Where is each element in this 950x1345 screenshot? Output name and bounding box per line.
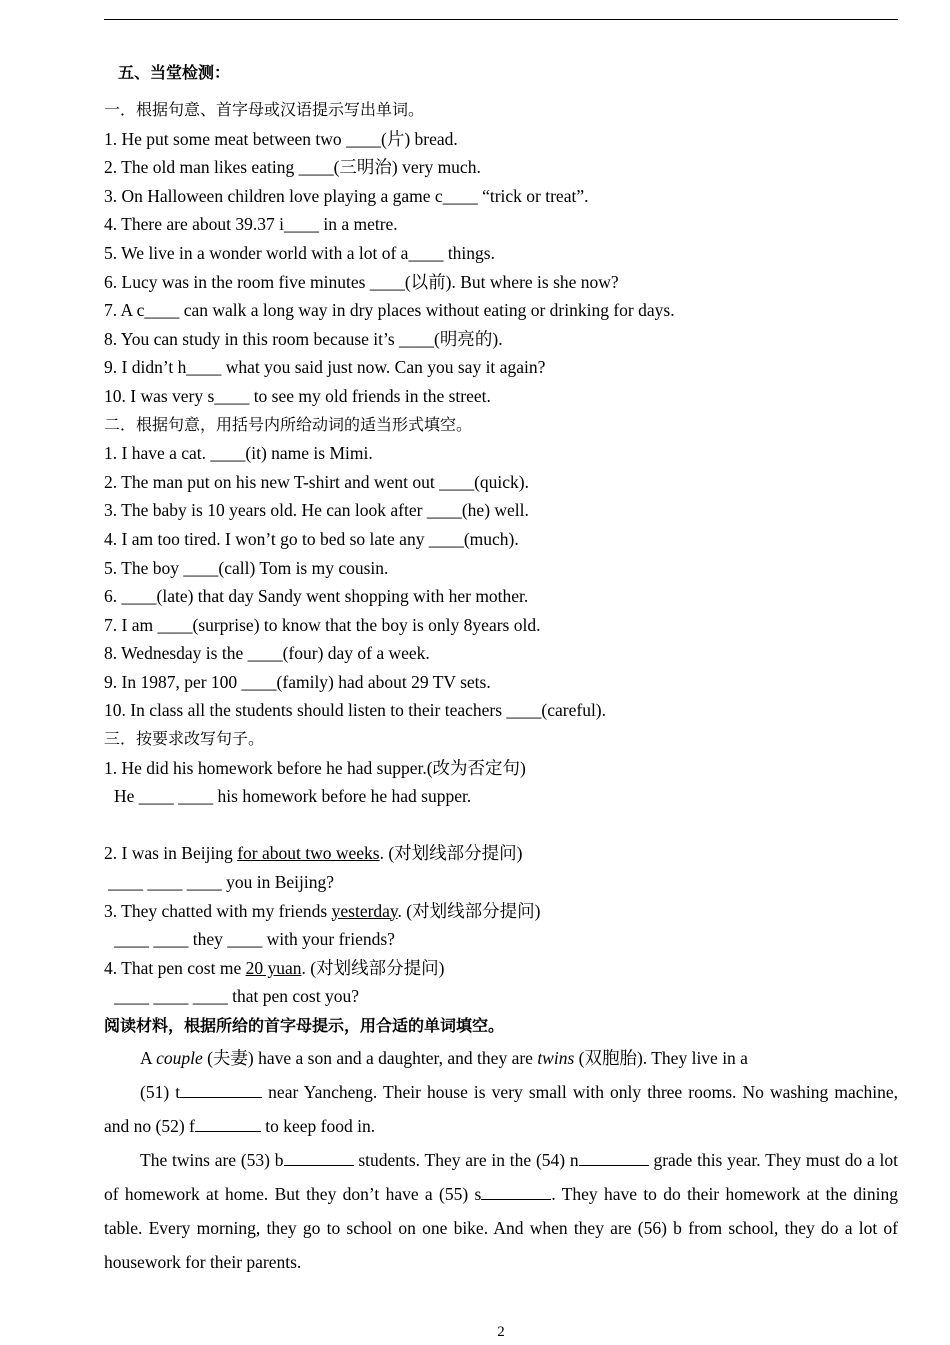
underlined-phrase: yesterday (331, 900, 398, 921)
question-text: 3. They chatted with my friends (104, 900, 332, 921)
text-run: (双胞胎). They live in a (574, 1048, 748, 1068)
part1-item: 8. You can study in this room because it’s ____(明亮的). (104, 328, 503, 349)
section-title: 五、当堂检测： (118, 63, 231, 82)
underlined-phrase: for about two weeks (237, 843, 380, 864)
part2-item: 4. I am too tired. I won’t go to bed so late any ____(much). (104, 528, 519, 549)
part1-item: 5. We live in a wonder world with a lot of a____ things. (104, 242, 495, 263)
rewrite-question (104, 754, 898, 783)
text-run: . They have to do their homework at the dining table. Every morning, they go to school on one bike. And when they are (56) b from school, they do a lot of housework for their parents. (104, 1184, 898, 1272)
part2-item: 2. The man put on his new T-shirt and went out ____(quick). (104, 471, 529, 492)
part2-list (104, 439, 898, 725)
part2-item: 7. I am ____(surprise) to know that the boy is only 8years old. (104, 614, 541, 635)
question-text: 1. He did his homework before he had supper. (104, 757, 427, 778)
text-run: students. They are in the (54) n (353, 1150, 579, 1170)
rewrite-question (104, 954, 898, 983)
rewrite-question (104, 897, 898, 926)
question-text: 4. That pen cost me (104, 957, 246, 978)
paragraph-2 (104, 1143, 898, 1279)
page-number: 2 (497, 1324, 505, 1340)
text-run: grade this year. They must do a lot of homework at home. But they don’t have a (55) s (104, 1150, 898, 1204)
blank-53[interactable] (284, 1147, 354, 1166)
part1-heading: 一．根据句意、首字母或汉语提示写出单词。 (104, 100, 425, 119)
part1-item: 3. On Halloween children love playing a game c____ “trick or treat”. (104, 185, 589, 206)
answer-line: ____ ____ ____ you in Beijing? (108, 872, 335, 893)
question-instruction: (改为否定句) (426, 757, 526, 778)
part3-heading: 三．按要求改写句子。 (104, 729, 265, 749)
text-run: The twins are (53) b (140, 1150, 284, 1170)
part1-item: 9. I didn’t h____ what you said just now. Can you say it again? (104, 357, 546, 378)
part2-item: 10. In class all the students should listen to their teachers ____(careful). (104, 700, 607, 721)
blank-52[interactable] (195, 1113, 261, 1132)
answer-line: ____ ____ they ____ with your friends? (114, 929, 395, 950)
blank-54[interactable] (579, 1147, 649, 1166)
blank-51[interactable] (180, 1079, 262, 1098)
paragraph-1-body (104, 1075, 898, 1143)
text-run: to keep food in. (260, 1116, 376, 1136)
part1-list (104, 125, 898, 411)
part2-item: 8. Wednesday is the ____(four) day of a week. (104, 643, 430, 664)
italic-word: twins (537, 1048, 575, 1068)
italic-word: couple (156, 1048, 203, 1068)
text-run: (夫妻) have a son and a daughter, and they are (202, 1048, 538, 1068)
part2-item: 9. In 1987, per 100 ____(family) had about 29 TV sets. (104, 671, 491, 692)
question-text: 2. I was in Beijing (104, 843, 238, 864)
part1-item: 4. There are about 39.37 i____ in a metre. (104, 214, 398, 235)
question-instruction: . (对划线部分提问) (397, 900, 541, 921)
spacer (104, 811, 898, 840)
part1-item: 10. I was very s____ to see my old friends in the street. (104, 385, 491, 406)
underlined-phrase: 20 yuan (245, 957, 302, 978)
part2-item: 6. ____(late) that day Sandy went shopping with her mother. (104, 586, 529, 607)
part2-item: 3. The baby is 10 years old. He can look after ____(he) well. (104, 500, 529, 521)
answer-line: ____ ____ ____ that pen cost you? (114, 986, 359, 1007)
paragraph-1-line-1 (104, 1041, 898, 1075)
part2-item: 5. The boy ____(call) Tom is my cousin. (104, 557, 389, 578)
reading-heading: 阅读材料，根据所给的首字母提示，用合适的单词填空。 (104, 1016, 505, 1035)
text-run: near Yancheng. Their house is very small with only three rooms. No washing machine, and no (52) f (104, 1082, 898, 1136)
worksheet (104, 60, 898, 1279)
text-run: (51) t (140, 1082, 181, 1102)
part1-item: 1. He put some meat between two ____(片) bread. (104, 128, 458, 149)
part1-item: 7. A c____ can walk a long way in dry places without eating or drinking for days. (104, 300, 675, 321)
reading-passage (104, 1041, 898, 1279)
text-run: A (140, 1048, 157, 1068)
answer-line: He ____ ____ his homework before he had supper. (114, 786, 472, 807)
question-instruction: . (对划线部分提问) (301, 957, 445, 978)
question-instruction: . (对划线部分提问) (379, 843, 523, 864)
rewrite-question (104, 839, 898, 868)
blank-55[interactable] (481, 1181, 551, 1200)
part1-item: 6. Lucy was in the room five minutes ____(以前). But where is she now? (104, 271, 619, 292)
header-rule (104, 19, 898, 20)
part2-heading: 二．根据句意，用括号内所给动词的适当形式填空。 (104, 414, 473, 434)
part2-item: 1. I have a cat. ____(it) name is Mimi. (104, 443, 373, 464)
part1-item: 2. The old man likes eating ____(三明治) very much. (104, 157, 481, 178)
